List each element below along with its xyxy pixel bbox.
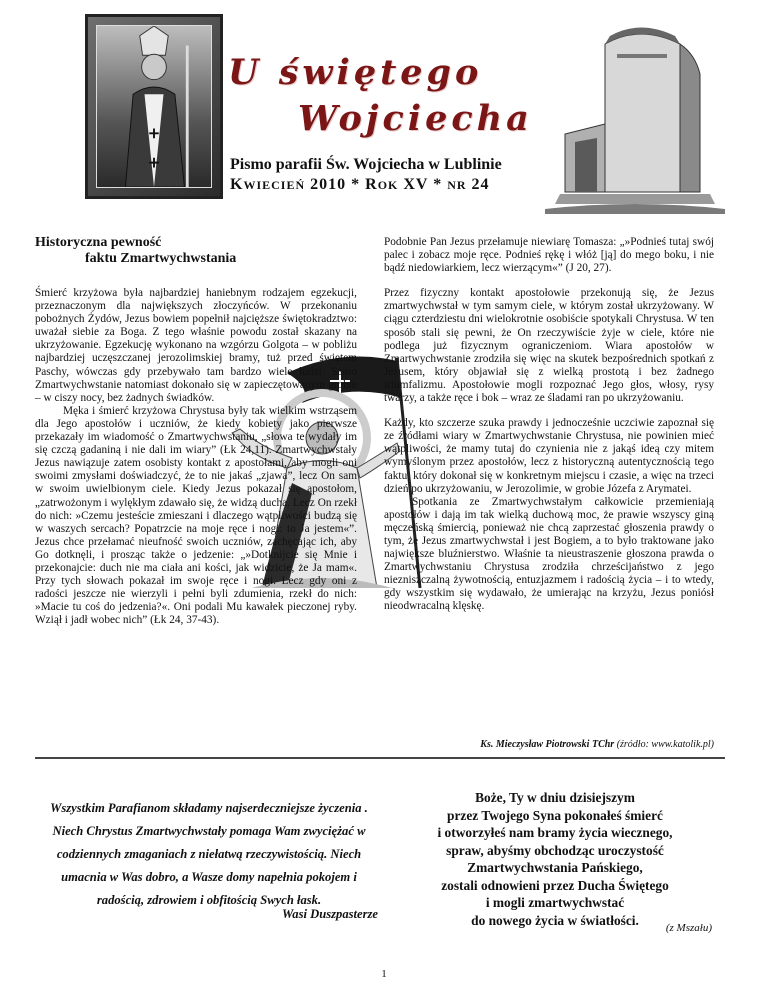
article-heading: [35, 235, 236, 267]
article-paragraph: Męka i śmierć krzyżowa Chrystusa były tak wielkim wstrząsem dla Jego apostołów i uczniów, że kiedy kobiety jako pierwsze przekazały im wiadomość o Zmartwychwstaniu, „słowa te wydały im się czczą gadaniną i nie dali im wiary” (Łk 24,11). Zmartwychwstały Jezus nawiązuje zatem osobisty kontakt z apostołami, aby mogli oni swoimi zmysłami doświadczyć, że to nie jakaś „zjawa”, lecz On sam w swoim uwielbionym ciele. Kiedy Jezus pokazał się apostołom, „zatrwożonym i wylękłym zdawało się, że widzą ducha. Lecz On rzekł do nich: »Czemu jesteście zmieszani i dlaczego wątpliwości budzą się w waszych sercach? Popatrzcie na moje ręce i nogi: to Ja jestem«”. Jezus chce przełamać nieufność swoich uczniów, zachęcając ich, aby Go dotknęli, i prosząc także o jedzenie: „»Dotknijcie się Mnie i przekonajcie: duch nie ma ciała ani kości, jak widzicie, że Ja mam«. Przy tych słowach pokazał im swoje ręce i nogi. Lecz gdy oni z radości jeszcze nie wierzyli i pełni byli zdumienia, rzekł do nich: »Macie tu coś do jedzenia?«. Oni podali Mu kawałek pieczonej ryby. Wziął i jadł wobec nich” (Łk 24, 37-43).: [35, 404, 357, 627]
masthead-title: [228, 50, 548, 142]
issue-month-rest: WIECIEŃ: [243, 178, 306, 192]
issue-rok-rest: OK: [377, 178, 399, 192]
prayer-line: Zmartwychwstania Pańskiego,: [467, 860, 643, 875]
issue-rok-initial: R: [365, 176, 378, 193]
article-signature: [390, 739, 714, 750]
prayer-line: przez Twojego Syna pokonałeś śmierć: [447, 807, 663, 823]
article-paragraph: Śmierć krzyżowa była najbardziej haniebnym rodzajem egzekucji, przeznaczonym dla największych złoczyńców. W przekonaniu pobożnych Żydów, Jezus bowiem popełnił najcięższe świętokradztwo: uważał siebie za Boga. Z tego właśnie powodu został skazany na ukrzyżowanie. Egzekucję wykonano na wzgórzu Golgota – w pobliżu najbardziej uczęszczanej jerozolimskiej bramy, tuż przed świętem Paschy, wówczas gdy przebywało tam bardzo wiele ludzi. Samo Zmartwychwstanie natomiast dokonało się w zapieczętowanym grobie – w ciszy nocy, bez żadnych świadków.: [35, 287, 357, 404]
article-left-column: [35, 287, 357, 627]
prayer-line: i otworzyłeś nam bramy życia wiecznego,: [437, 825, 673, 840]
page-number: 1: [381, 968, 387, 980]
article-paragraph: Przez fizyczny kontakt apostołowie przekonują się, że Jezus zmartwychwstał w tym samym ciele, w którym został ukrzyżowany. W ciągu czterdziestu dni wielokrotnie osobiście spotykali Chrystusa. W ten sposób stali się pewni, że On rzeczywiście żyje w ciele, które nie podlega już fizycznym ograniczeniom. Wiara apostołów w Zmartwychwstanie zrodziła się więc na skutek bezpośrednich spotkań z Jezusem, który objawiał się z wielką prostotą i bez żadnego triumfalizmu. Apostołowie mogli rozpoznać Jego głos, włosy, rysy twarzy, a także ręce i bok – wraz ze śladami ran po ukrzyżowaniu.: [384, 287, 714, 405]
article-author: Ks. Mieczysław Piotrowski TChr: [480, 739, 615, 750]
prayer-line: do nowego życia w światłości.: [471, 912, 639, 928]
wishes-signature: Wasi Duszpasterze: [282, 907, 378, 921]
easter-wishes: Wszystkim Parafianom składamy najserdeczniejsze życzenia . Niech Chrystus Zmartwychwstały pomaga Wam zwyciężać w codziennych zmaganiach z niełatwą rzeczywistością. Niech umacnia w Was dobro, a Wasze domy napełnia pokojem i radością, zdrowiem i obfitością Swych łask.: [50, 801, 368, 907]
masthead-title-line1: U świętego: [228, 52, 483, 93]
prayer-line: zostali odnowieni przez Ducha Świętego: [441, 877, 669, 893]
bishop-figure-icon: [97, 26, 211, 187]
parish-subtitle: Pismo parafii Św. Wojciecha w Lublinie: [230, 156, 502, 173]
prayer-source: (z Mszału): [665, 922, 712, 934]
article-source: (źródło: www.katolik.pl): [614, 739, 714, 750]
article-heading-line1: Historyczna pewność: [35, 235, 162, 250]
issue-volume: XV *: [398, 176, 448, 193]
church-building-icon: [545, 14, 725, 214]
issue-nr-label: NR: [447, 178, 467, 192]
saint-adalbert-portrait: [85, 14, 223, 199]
section-divider: [35, 757, 725, 759]
article-heading-line2: faktu Zmartwychwstania: [85, 251, 237, 266]
prayer-line: i mogli zmartwychwstać: [485, 895, 625, 910]
article-paragraph: Każdy, kto szczerze szuka prawdy i jednocześnie uczciwie zapoznał się ze źródłami wiary w Zmartwychwstanie Chrystusa, nie powinien mieć wątpliwości, że mamy tutaj do czynienia nie z jakąś ideą czy mitem wymyślonym przez apostołów, lecz z historyczną autentycznością tego faktu, który dokonał się w konkretnym miejscu i czasie, a więc na trzeci dzień po ukrzyżowaniu, w Jerozolimie, w grobie Józefa z Arymatei.: [384, 417, 714, 495]
issue-year: 2010 *: [305, 176, 366, 193]
article-paragraph: Podobnie Pan Jezus przełamuje niewiarę Tomasza: „»Podnieś tutaj swój palec i zobacz moje ręce. Podnieś rękę i włóż [ją] do mego boku, i nie bądź niedowiarkiem, lecz wierzącym«” (J 20, 27).: [384, 236, 714, 275]
issue-month-initial: K: [230, 176, 244, 193]
article-paragraph: Spotkania ze Zmartwychwstałym całkowicie przemieniają apostołów i dają im tak wielką duchową moc, że prawie wszyscy giną męczeńską śmiercią, ponieważ nie chcą zaprzestać głoszenia prawdy o tym, że Jezus zmartwychwstał i jest Bogiem, a to było traktowane jako największe bluźnierstwo. Właśnie ta nieustraszenie głoszona prawda o Zmartwychwstaniu Chrystusa zrodziła chrześcijaństwo z jego niezniszczalną żywotnością, entuzjazmem i radością życia – i to wtedy, gdy wszystkim się wydawało, że umierając na krzyżu, Jezus poniósł nieodwracalną klęskę.: [384, 495, 714, 613]
issue-line: [230, 176, 490, 194]
issue-number: 24: [466, 176, 490, 193]
prayer-line: spraw, abyśmy obchodząc uroczystość: [446, 842, 664, 858]
article-right-column: [384, 236, 714, 614]
easter-prayer: [390, 789, 720, 929]
masthead-title-line2: Wojciecha: [298, 98, 533, 139]
prayer-line: Boże, Ty w dniu dzisiejszym: [475, 790, 635, 805]
